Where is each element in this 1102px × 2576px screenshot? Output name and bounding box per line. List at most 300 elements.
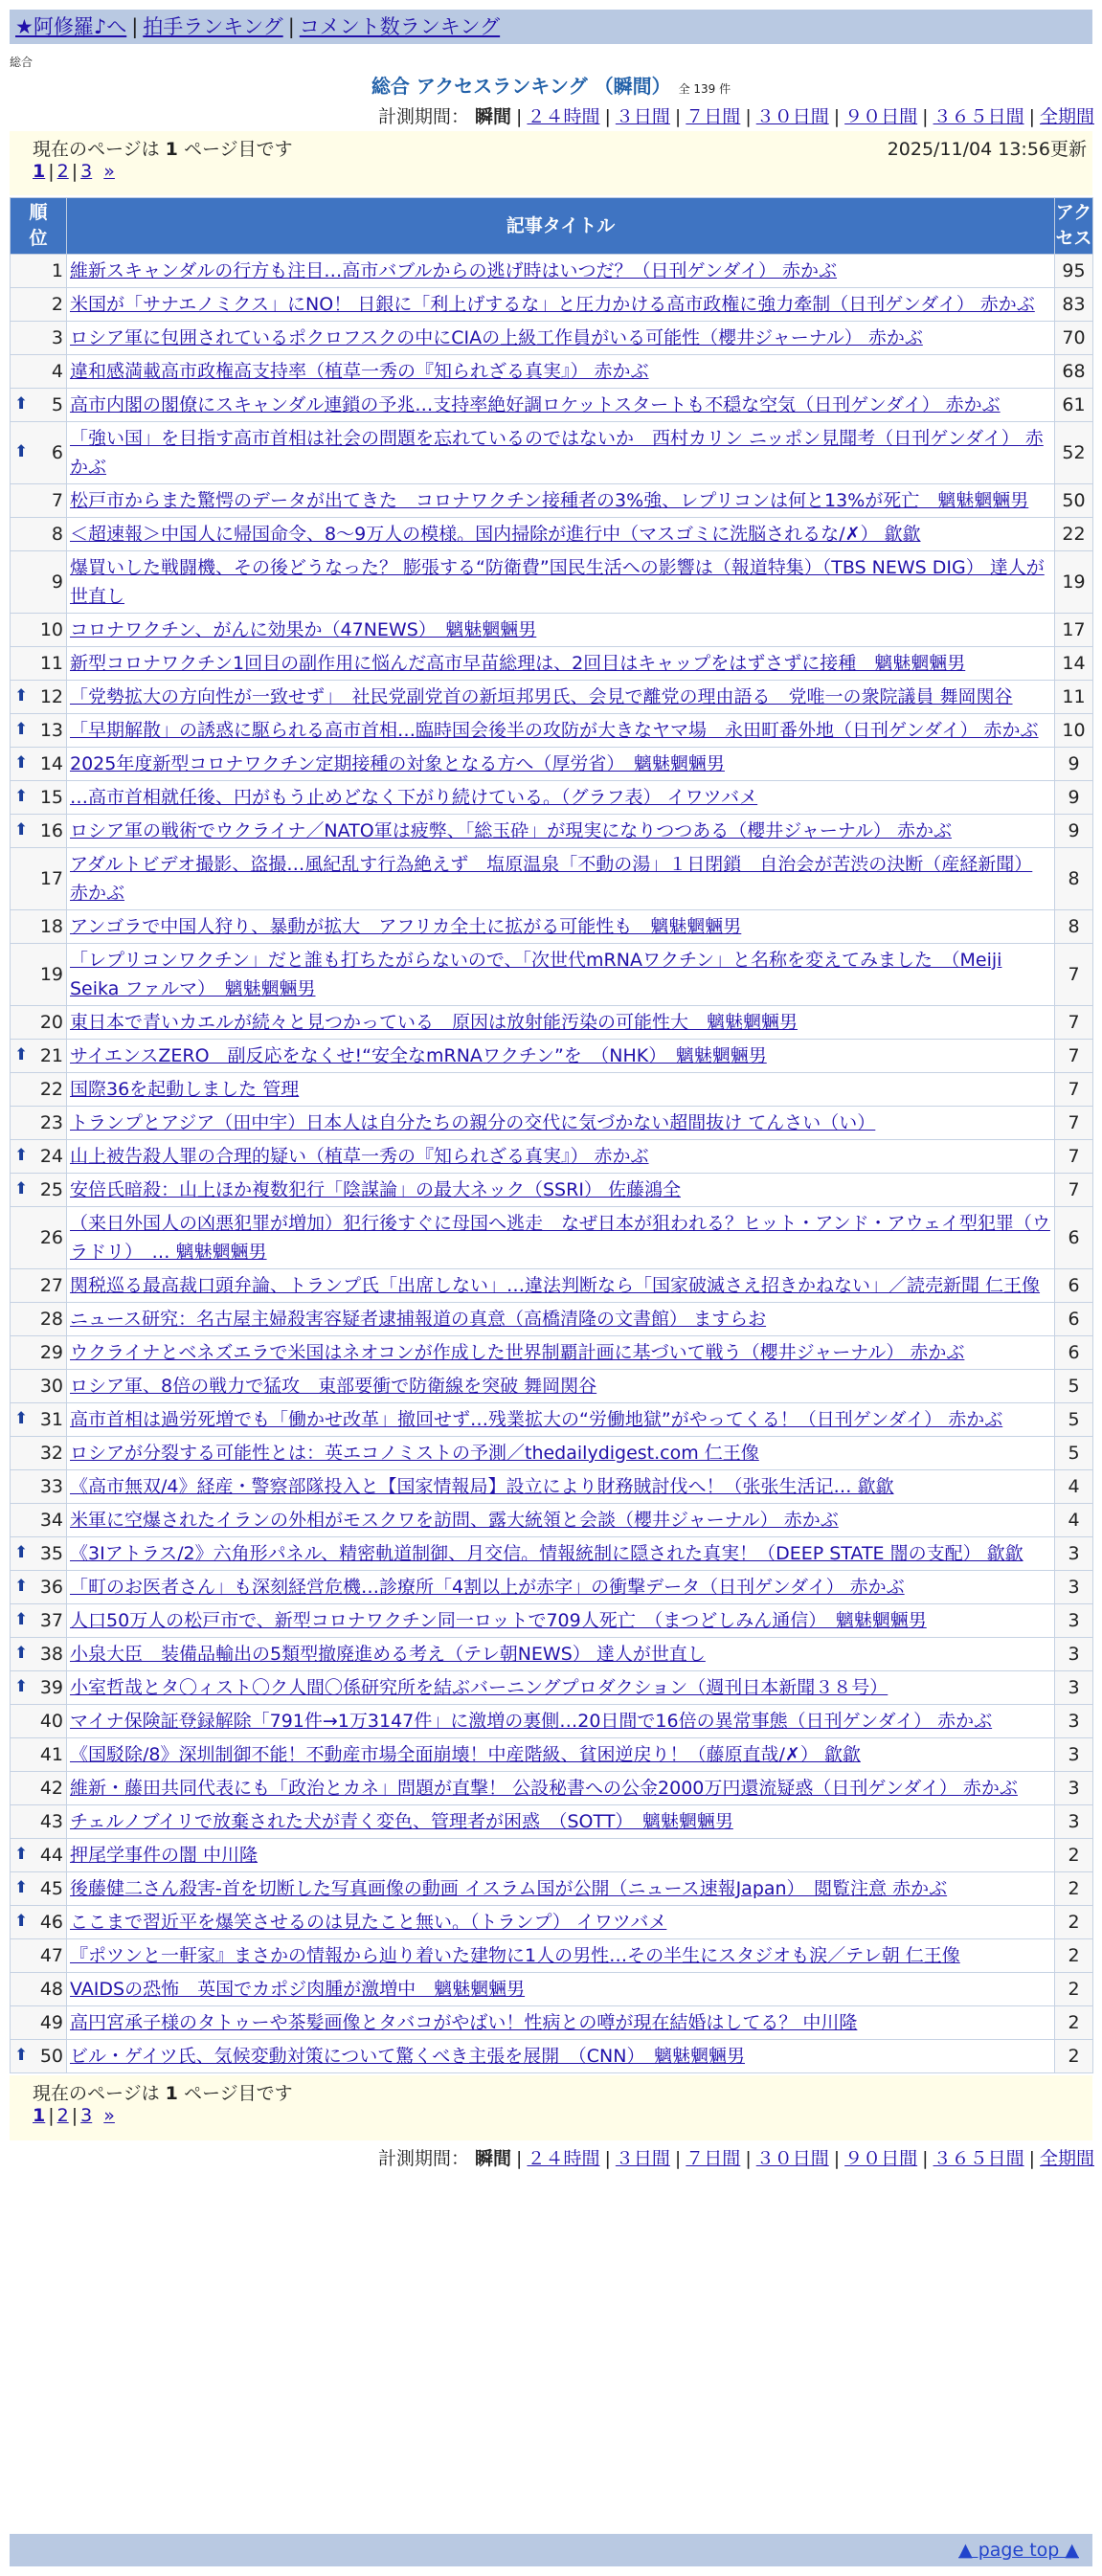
- rank-number: 45: [39, 1878, 63, 1899]
- rank-cell: [11, 748, 67, 781]
- access-count-cell: 8: [1055, 848, 1093, 910]
- arrow-up-icon: ⬆: [14, 1409, 29, 1428]
- table-row: [11, 288, 1093, 322]
- title-cell: [67, 1269, 1055, 1303]
- rank-cell: [11, 714, 67, 748]
- page-links: 1 | 2 | 3 »: [33, 2105, 115, 2126]
- table-row: [11, 551, 1093, 614]
- access-count-cell: 7: [1055, 1073, 1093, 1107]
- comment-ranking-link[interactable]: コメント数ランキング: [299, 15, 501, 38]
- rank-cell: [11, 1370, 67, 1403]
- rank-cell: [11, 288, 67, 322]
- title-cell: [67, 1403, 1055, 1437]
- rank-number: 47: [39, 1945, 63, 1966]
- article-title-link[interactable]: ウクライナとベネズエラで米国はネオコンが作成した世界制覇計画に基づいて戦う（櫻井ジャーナル） 赤かぶ: [70, 1342, 965, 1363]
- table-row: [11, 2040, 1093, 2073]
- rank-cell: [11, 2040, 67, 2073]
- period-link-all[interactable]: 全期間: [1039, 2148, 1094, 2169]
- article-title-link[interactable]: 新型コロナワクチン1回目の副作用に悩んだ高市早苗総理は、2回目はキャップをはずさずに接種 魑魅魍魎男: [70, 653, 966, 674]
- table-row: [11, 1906, 1093, 1939]
- title-cell: [67, 1140, 1055, 1174]
- title-cell: [67, 322, 1055, 355]
- article-title-link[interactable]: ビル・ゲイツ氏、気候変動対策について驚くべき主張を展開 （CNN） 魑魅魍魎男: [70, 2046, 745, 2067]
- period-link-24h[interactable]: ２４時間: [527, 106, 600, 127]
- article-title-link[interactable]: 押尾学事件の闇 中川隆: [70, 1845, 259, 1866]
- rank-cell: [11, 1872, 67, 1906]
- pager-bottom: [10, 2075, 1092, 2140]
- access-count-cell: 95: [1055, 255, 1093, 288]
- article-title-link[interactable]: 小泉大臣 装備品輸出の5類型撤廃進める考え（テレ朝NEWS） 達人が世直し: [70, 1644, 706, 1665]
- rank-number: 44: [39, 1845, 63, 1866]
- title-cell: [67, 1973, 1055, 2006]
- table-row: [11, 614, 1093, 647]
- article-title-link[interactable]: 「強い国」を目指す高市首相は社会の問題を忘れているのではないか 西村カリン ニッポン見聞考（日刊ゲンダイ） 赤かぶ: [70, 428, 1044, 478]
- page-link-2[interactable]: 2: [56, 2105, 69, 2126]
- article-title-link[interactable]: 《3Iアトラス/2》六角形パネル、精密軌道制御、月交信。情報統制に隠された真実！（DEEP STATE 闇の支配） 歙歙: [70, 1543, 1023, 1564]
- rank-number: 11: [39, 653, 63, 674]
- article-title-link[interactable]: ＜超速報＞中国人に帰国命令、8～9万人の模様。国内掃除が進行中（マスゴミに洗脳されるな/✗） 歙歙: [70, 524, 921, 545]
- period-link-365d[interactable]: ３６５日間: [933, 2148, 1024, 2169]
- article-title-link[interactable]: （来日外国人の凶悪犯罪が増加）犯行後すぐに母国へ逃走 なぜ日本が狙われる？ヒット・アンド・アウェイ型犯罪（ウラドリ） … 魑魅魍魎男: [70, 1213, 1050, 1263]
- rank-number: 1: [51, 260, 63, 281]
- title-cell: [67, 1174, 1055, 1207]
- table-row: [11, 2006, 1093, 2040]
- article-title-link[interactable]: コロナワクチン、がんに効果か（47NEWS） 魑魅魍魎男: [70, 619, 537, 640]
- title-cell: [67, 848, 1055, 910]
- access-count-cell: 17: [1055, 614, 1093, 647]
- access-count-cell: 6: [1055, 1336, 1093, 1370]
- arrow-up-icon: ⬆: [14, 720, 29, 739]
- rank-number: 2: [51, 294, 63, 315]
- table-row: [11, 1705, 1093, 1738]
- arrow-up-icon: ⬆: [14, 1543, 29, 1562]
- access-count-cell: 10: [1055, 714, 1093, 748]
- rank-header: [11, 198, 67, 255]
- article-title-link[interactable]: チェルノブイリで放棄された犬が青く変色、管理者が困惑 （SOTT） 魑魅魍魎男: [70, 1811, 733, 1832]
- table-row: [11, 1336, 1093, 1370]
- rank-number: 19: [39, 964, 63, 985]
- rank-cell: [11, 2006, 67, 2040]
- title-header: 記事タイトル: [67, 198, 1055, 255]
- rank-cell: [11, 484, 67, 518]
- rank-number: 6: [51, 442, 63, 463]
- rank-number: 29: [39, 1342, 63, 1363]
- arrow-up-icon: ⬆: [14, 1146, 29, 1165]
- article-title-link[interactable]: 国際36を起動しました 管理: [70, 1079, 300, 1100]
- rank-cell: [11, 1107, 67, 1140]
- table-row: [11, 647, 1093, 681]
- period-selector-bottom: 計測期間： 瞬間 | ２４時間 | ３日間 | ７日間 | ３０日間 | ９０日間 | ３６５日間 | 全期間: [377, 2148, 1094, 2169]
- rank-number: 12: [39, 686, 63, 707]
- rank-number: 41: [39, 1744, 63, 1765]
- table-row: [11, 748, 1093, 781]
- page-link-3[interactable]: 3: [80, 161, 93, 182]
- period-selector-top: 計測期間： 瞬間 | ２４時間 | ３日間 | ７日間 | ３０日間 | ９０日間 | ３６５日間 | 全期間: [377, 106, 1094, 127]
- article-title-link[interactable]: 「早期解散」の誘惑に駆られる高市首相…臨時国会後半の攻防が大きなヤマ場 永田町番外地（日刊ゲンダイ） 赤かぶ: [70, 720, 1039, 741]
- title-cell: [67, 1470, 1055, 1504]
- rank-cell: [11, 1470, 67, 1504]
- rank-cell: [11, 1604, 67, 1638]
- rank-cell: [11, 944, 67, 1006]
- article-title-link[interactable]: ロシアが分裂する可能性とは：英エコノミストの予測／thedailydigest.com 仁王像: [70, 1443, 759, 1464]
- arrow-up-icon: ⬆: [14, 1644, 29, 1663]
- period-link-3d[interactable]: ３日間: [615, 106, 670, 127]
- rank-cell: [11, 1537, 67, 1571]
- period-link-30d[interactable]: ３０日間: [755, 106, 829, 127]
- rank-cell: [11, 1040, 67, 1073]
- rank-cell: [11, 255, 67, 288]
- rank-cell: [11, 1140, 67, 1174]
- page-link-1[interactable]: 1: [33, 2105, 46, 2126]
- rank-cell: [11, 1403, 67, 1437]
- arrow-up-icon: ⬆: [14, 686, 29, 706]
- title-cell: [67, 1006, 1055, 1040]
- access-count-cell: 3: [1055, 1638, 1093, 1671]
- table-row: [11, 1772, 1093, 1805]
- rank-number: 38: [39, 1644, 63, 1665]
- article-title-link[interactable]: アンゴラで中国人狩り、暴動が拡大 アフリカ全土に拡がる可能性も 魑魅魍魎男: [70, 916, 742, 937]
- rank-number: 4: [51, 361, 63, 382]
- rank-number: 25: [39, 1179, 63, 1200]
- access-count-cell: 22: [1055, 518, 1093, 551]
- period-label: 計測期間：: [377, 106, 469, 127]
- page-link-3[interactable]: 3: [80, 2105, 93, 2126]
- rank-cell: [11, 518, 67, 551]
- title-cell: [67, 288, 1055, 322]
- arrow-up-icon: ⬆: [14, 1878, 29, 1897]
- rank-cell: [11, 1269, 67, 1303]
- access-count-cell: 3: [1055, 1738, 1093, 1772]
- rank-cell: [11, 1839, 67, 1872]
- title-cell: [67, 1207, 1055, 1269]
- rank-cell: [11, 1207, 67, 1269]
- access-count-cell: 11: [1055, 681, 1093, 714]
- rank-header-label: 順 位: [29, 202, 48, 249]
- period-current: 瞬間: [475, 2148, 512, 2169]
- rank-number: 36: [39, 1577, 63, 1598]
- rank-cell: [11, 1571, 67, 1604]
- access-count-cell: 9: [1055, 815, 1093, 848]
- ranking-table: [10, 197, 1093, 2073]
- rank-number: 50: [39, 2046, 63, 2067]
- title-cell: [67, 1839, 1055, 1872]
- article-title-link[interactable]: 米国が「サナエノミクス」にNO！ 日銀に「利上げするな」と圧力かける高市政権に強力牽制（日刊ゲンダイ） 赤かぶ: [70, 294, 1035, 315]
- title-cell: [67, 484, 1055, 518]
- pager-top: [10, 131, 1092, 195]
- rank-number: 13: [39, 720, 63, 741]
- article-title-link[interactable]: サイエンスZERO 副反応をなくせ!“安全なmRNAワクチン”を （NHK） 魑魅魍魎男: [70, 1045, 767, 1066]
- access-count-cell: 83: [1055, 288, 1093, 322]
- rank-number: 14: [39, 753, 63, 774]
- article-title-link[interactable]: 爆買いした戦闘機、その後どうなった？ 膨張する“防衛費”国民生活への影響は（報道特集）（TBS NEWS DIG） 達人が世直し: [70, 557, 1045, 607]
- clap-ranking-link[interactable]: 拍手ランキング: [143, 15, 283, 38]
- page-links: 1 | 2 | 3 »: [33, 161, 115, 182]
- ranking-table-body: [11, 255, 1093, 2073]
- table-row: [11, 781, 1093, 815]
- access-count-cell: 6: [1055, 1269, 1093, 1303]
- article-title-link[interactable]: VAIDSの恐怖 英国でカポジ肉腫が激増中 魑魅魍魎男: [70, 1979, 526, 2000]
- rank-number: 40: [39, 1711, 63, 1732]
- article-title-link[interactable]: ロシア軍、8倍の戦力で猛攻 東部要衝で防衛線を突破 舞岡関谷: [70, 1376, 597, 1397]
- table-row: [11, 1107, 1093, 1140]
- period-link-24h[interactable]: ２４時間: [527, 2148, 600, 2169]
- page-top-link[interactable]: ▲ page top ▲: [958, 2540, 1079, 2561]
- arrow-up-icon: ⬆: [14, 1045, 29, 1064]
- current-page-text: 現在のページは 1 ページ目です: [33, 2083, 293, 2104]
- updated-timestamp: 2025/11/04 13:56更新: [887, 139, 1087, 160]
- arrow-up-icon: ⬆: [14, 1179, 29, 1198]
- article-title-link[interactable]: アダルトビデオ撮影、盗撮…風紀乱す行為絶えず 塩原温泉「不動の湯」１日閉鎖 自治会が苦渋の決断（産経新聞） 赤かぶ: [70, 854, 1033, 904]
- table-row: [11, 1403, 1093, 1437]
- table-row: [11, 322, 1093, 355]
- table-row: [11, 1571, 1093, 1604]
- ranking-heading: [0, 71, 1102, 99]
- rank-number: 43: [39, 1811, 63, 1832]
- title-cell: [67, 1107, 1055, 1140]
- table-row: [11, 1537, 1093, 1571]
- access-count-cell: 2: [1055, 1839, 1093, 1872]
- period-link-3d[interactable]: ３日間: [615, 2148, 670, 2169]
- table-row: [11, 355, 1093, 389]
- access-count-cell: 2: [1055, 1939, 1093, 1973]
- access-count-cell: 3: [1055, 1705, 1093, 1738]
- rank-cell: [11, 1303, 67, 1336]
- article-title-link[interactable]: 《国駁除/8》深圳制御不能！不動産市場全面崩壊！中産階級、貧困逆戻り！（藤原直哉/✗） 歙歙: [70, 1744, 861, 1765]
- title-cell: [67, 1906, 1055, 1939]
- article-title-link[interactable]: 米軍に空爆されたイランの外相がモスクワを訪問、露大統領と会談（櫻井ジャーナル） 赤かぶ: [70, 1510, 839, 1531]
- arrow-up-icon: ⬆: [14, 1845, 29, 1864]
- total-count: 全 139 件: [678, 82, 731, 96]
- rank-number: 10: [39, 619, 63, 640]
- arrow-up-icon: ⬆: [14, 753, 29, 773]
- rank-cell: [11, 781, 67, 815]
- access-count-cell: 5: [1055, 1370, 1093, 1403]
- title-cell: [67, 551, 1055, 614]
- article-title-link[interactable]: 関税巡る最高裁口頭弁論、トランプ氏「出席しない」…違法判断なら「国家破滅さえ招きかねない」／読売新聞 仁王像: [70, 1275, 1041, 1296]
- rank-cell: [11, 1939, 67, 1973]
- table-row: [11, 1269, 1093, 1303]
- table-row: [11, 1470, 1093, 1504]
- access-count-cell: 61: [1055, 389, 1093, 422]
- arrow-up-icon: ⬆: [14, 820, 29, 840]
- article-title-link[interactable]: 「レプリコンワクチン」だと誰も打ちたがらないので、「次世代mRNAワクチン」と名称を変えてみました （Meiji Seika ファルマ） 魑魅魍魎男: [70, 950, 1002, 999]
- table-row: [11, 255, 1093, 288]
- article-title-link[interactable]: 維新スキャンダルの行方も注目…高市バブルからの逃げ時はいつだ？（日刊ゲンダイ） 赤かぶ: [70, 260, 838, 281]
- title-cell: [67, 681, 1055, 714]
- title-cell: [67, 1805, 1055, 1839]
- page-title: 総合 アクセスランキング （瞬間）: [371, 75, 671, 98]
- rank-number: 33: [39, 1476, 63, 1497]
- table-row: [11, 1504, 1093, 1537]
- article-title-link[interactable]: 人口50万人の松戸市で、新型コロナワクチン同一ロットで709人死亡 （まつどしみん通信） 魑魅魍魎男: [70, 1610, 927, 1631]
- rank-number: 31: [39, 1409, 63, 1430]
- table-row: [11, 1006, 1093, 1040]
- access-count-cell: 2: [1055, 1872, 1093, 1906]
- rank-cell: [11, 322, 67, 355]
- title-cell: [67, 355, 1055, 389]
- arrow-up-icon: ⬆: [14, 1912, 29, 1931]
- rank-number: 5: [51, 394, 63, 415]
- table-row: [11, 1174, 1093, 1207]
- period-link-365d[interactable]: ３６５日間: [933, 106, 1024, 127]
- title-cell: [67, 1738, 1055, 1772]
- article-title-link[interactable]: 山上被告殺人罪の合理的疑い（植草一秀の『知られざる真実』） 赤かぶ: [70, 1146, 649, 1167]
- title-cell: [67, 1303, 1055, 1336]
- rank-number: 8: [51, 524, 63, 545]
- access-count-cell: 7: [1055, 1040, 1093, 1073]
- table-row: [11, 1872, 1093, 1906]
- article-title-link[interactable]: ロシア軍に包囲されているポクロフスクの中にCIAの上級工作員がいる可能性（櫻井ジャーナル） 赤かぶ: [70, 327, 923, 348]
- rank-number: 7: [51, 490, 63, 511]
- article-title-link[interactable]: 「町のお医者さん」も深刻経営危機…診療所「4割以上が赤字」の衝撃データ（日刊ゲンダイ） 赤かぶ: [70, 1577, 905, 1598]
- table-row: [11, 389, 1093, 422]
- title-cell: [67, 647, 1055, 681]
- rank-cell: [11, 1805, 67, 1839]
- rank-cell: [11, 681, 67, 714]
- article-title-link[interactable]: ロシア軍の戦術でウクライナ／NATO軍は疲弊、「総玉砕」が現実になりつつある（櫻井ジャーナル） 赤かぶ: [70, 820, 952, 841]
- next-page-link[interactable]: »: [103, 161, 115, 182]
- rank-cell: [11, 551, 67, 614]
- table-row: [11, 1973, 1093, 2006]
- rank-number: 28: [39, 1309, 63, 1330]
- title-cell: [67, 1504, 1055, 1537]
- rank-cell: [11, 389, 67, 422]
- top-nav-bar: [10, 10, 1092, 44]
- article-title-link[interactable]: 違和感満載高市政権高支持率（植草一秀の『知られざる真実』） 赤かぶ: [70, 361, 649, 382]
- home-link[interactable]: ★阿修羅♪へ: [15, 15, 127, 38]
- access-count-cell: 9: [1055, 781, 1093, 815]
- access-count-cell: 3: [1055, 1537, 1093, 1571]
- access-count-cell: 7: [1055, 1174, 1093, 1207]
- period-link-90d[interactable]: ９０日間: [844, 2148, 918, 2169]
- access-count-cell: 19: [1055, 551, 1093, 614]
- page-link-1[interactable]: 1: [33, 161, 46, 182]
- rank-cell: [11, 1336, 67, 1370]
- article-title-link[interactable]: トランプとアジア（田中宇）日本人は自分たちの親分の交代に気づかない超間抜け てんさい（い）: [70, 1112, 876, 1133]
- title-cell: [67, 389, 1055, 422]
- count-header-label: アク セス: [1055, 202, 1092, 249]
- access-count-cell: 7: [1055, 944, 1093, 1006]
- rank-number: 42: [39, 1778, 63, 1799]
- access-count-cell: 3: [1055, 1772, 1093, 1805]
- rank-cell: [11, 1906, 67, 1939]
- access-count-cell: 2: [1055, 2040, 1093, 2073]
- access-count-cell: 50: [1055, 484, 1093, 518]
- rank-cell: [11, 1504, 67, 1537]
- article-title-link[interactable]: 『ポツンと一軒家』まさかの情報から辿り着いた建物に1人の男性…その半生にスタジオも涙／テレ朝 仁王像: [70, 1945, 960, 1966]
- article-title-link[interactable]: 安倍氏暗殺：山上ほか複数犯行「陰謀論」の最大ネック（SSRI） 佐藤鴻全: [70, 1179, 681, 1200]
- rank-number: 20: [39, 1012, 63, 1033]
- access-count-cell: 3: [1055, 1805, 1093, 1839]
- title-cell: [67, 2006, 1055, 2040]
- article-title-link[interactable]: 後藤健二さん殺害-首を切断した写真画像の動画 イスラム国が公開（ニュース速報Japan） 閲覧注意 赤かぶ: [70, 1878, 948, 1899]
- access-count-cell: 7: [1055, 1107, 1093, 1140]
- title-cell: [67, 1336, 1055, 1370]
- article-title-link[interactable]: 松戸市からまた驚愕のデータが出てきた コロナワクチン接種者の3%強、レプリコンは何と13%が死亡 魑魅魍魎男: [70, 490, 1029, 511]
- rank-number: 24: [39, 1146, 63, 1167]
- table-row: [11, 910, 1093, 944]
- article-title-link[interactable]: 2025年度新型コロナワクチン定期接種の対象となる方へ（厚労省） 魑魅魍魎男: [70, 753, 725, 774]
- rank-number: 21: [39, 1045, 63, 1066]
- access-count-cell: 8: [1055, 910, 1093, 944]
- rank-number: 46: [39, 1912, 63, 1933]
- title-cell: [67, 815, 1055, 848]
- rank-cell: [11, 647, 67, 681]
- page-link-2[interactable]: 2: [56, 161, 69, 182]
- table-row: [11, 1604, 1093, 1638]
- article-title-link[interactable]: ここまで習近平を爆笑させるのは見たこと無い。（トランプ） イワツバメ: [70, 1912, 667, 1933]
- access-count-cell: 70: [1055, 322, 1093, 355]
- rank-cell: [11, 422, 67, 484]
- article-title-link[interactable]: 東日本で青いカエルが続々と見つかっている 原因は放射能汚染の可能性大 魑魅魍魎男: [70, 1012, 798, 1033]
- article-title-link[interactable]: 維新・藤田共同代表にも「政治とカネ」問題が直撃！ 公設秘書への公金2000万円還流疑惑（日刊ゲンダイ） 赤かぶ: [70, 1778, 1018, 1799]
- rank-cell: [11, 1705, 67, 1738]
- period-link-7d[interactable]: ７日間: [686, 2148, 741, 2169]
- table-row: [11, 1839, 1093, 1872]
- access-count-cell: 3: [1055, 1671, 1093, 1705]
- article-title-link[interactable]: 「党勢拡大の方向性が一致せず」 社民党副党首の新垣邦男氏、会見で離党の理由語る 党唯一の衆院議員 舞岡関谷: [70, 686, 1013, 707]
- article-title-link[interactable]: マイナ保険証登録解除「791件→1万3147件」に激増の裏側…20日間で16倍の異常事態（日刊ゲンダイ） 赤かぶ: [70, 1711, 993, 1732]
- period-link-all[interactable]: 全期間: [1039, 106, 1094, 127]
- period-link-90d[interactable]: ９０日間: [844, 106, 918, 127]
- table-row: [11, 1207, 1093, 1269]
- period-link-30d[interactable]: ３０日間: [755, 2148, 829, 2169]
- rank-cell: [11, 355, 67, 389]
- table-row: [11, 1671, 1093, 1705]
- table-row: [11, 1437, 1093, 1470]
- table-row: [11, 1073, 1093, 1107]
- arrow-up-icon: ⬆: [14, 394, 29, 414]
- title-cell: [67, 910, 1055, 944]
- arrow-up-icon: ⬆: [14, 1677, 29, 1696]
- article-title-link[interactable]: 高円宮承子様のタトゥーや茶髪画像とタバコがやばい！性病との噂が現在結婚はしてる？ 中川隆: [70, 2012, 858, 2033]
- arrow-up-icon: ⬆: [14, 787, 29, 806]
- next-page-link[interactable]: »: [103, 2105, 115, 2126]
- title-cell: [67, 1370, 1055, 1403]
- current-page-text: 現在のページは 1 ページ目です: [33, 139, 293, 160]
- table-row: [11, 1040, 1093, 1073]
- rank-number: 30: [39, 1376, 63, 1397]
- rank-number: 32: [39, 1443, 63, 1464]
- access-count-cell: 6: [1055, 1207, 1093, 1269]
- access-count-cell: 3: [1055, 1571, 1093, 1604]
- rank-cell: [11, 848, 67, 910]
- title-cell: [67, 518, 1055, 551]
- table-row: [11, 1140, 1093, 1174]
- rank-number: 34: [39, 1510, 63, 1531]
- rank-number: 15: [39, 787, 63, 808]
- article-title-link[interactable]: 高市首相は過労死増でも「働かせ改革」撤回せず…残業拡大の“労働地獄”がやってくる！（日刊ゲンダイ） 赤かぶ: [70, 1409, 1003, 1430]
- rank-cell: [11, 1638, 67, 1671]
- article-title-link[interactable]: 高市内閣の閣僚にスキャンダル連鎖の予兆…支持率絶好調ロケットスタートも不穏な空気（日刊ゲンダイ） 赤かぶ: [70, 394, 1001, 415]
- title-cell: [67, 1872, 1055, 1906]
- table-row: [11, 518, 1093, 551]
- article-title-link[interactable]: 小室哲哉とタ〇ィスト〇ク人間〇係研究所を結ぶバーニングプロダクション（週刊日本新聞３８号）: [70, 1677, 888, 1698]
- period-link-7d[interactable]: ７日間: [686, 106, 741, 127]
- article-title-link[interactable]: …高市首相就任後、円がもう止めどなく下がり続けている。（グラフ表） イワツバメ: [70, 787, 758, 808]
- rank-number: 18: [39, 916, 63, 937]
- table-row: [11, 944, 1093, 1006]
- table-row: [11, 484, 1093, 518]
- article-title-link[interactable]: 《高市無双/4》経産・警察部隊投入と【国家情報局】設立により財務賊討伐へ！（张张生活记… 歙歙: [70, 1476, 894, 1497]
- title-cell: [67, 1537, 1055, 1571]
- article-title-link[interactable]: ニュース研究：名古屋主婦殺害容疑者逮捕報道の真意（高橋清隆の文書館） ますらお: [70, 1309, 767, 1330]
- title-cell: [67, 1638, 1055, 1671]
- table-row: [11, 1638, 1093, 1671]
- access-count-cell: 52: [1055, 422, 1093, 484]
- title-cell: [67, 2040, 1055, 2073]
- access-count-cell: 5: [1055, 1403, 1093, 1437]
